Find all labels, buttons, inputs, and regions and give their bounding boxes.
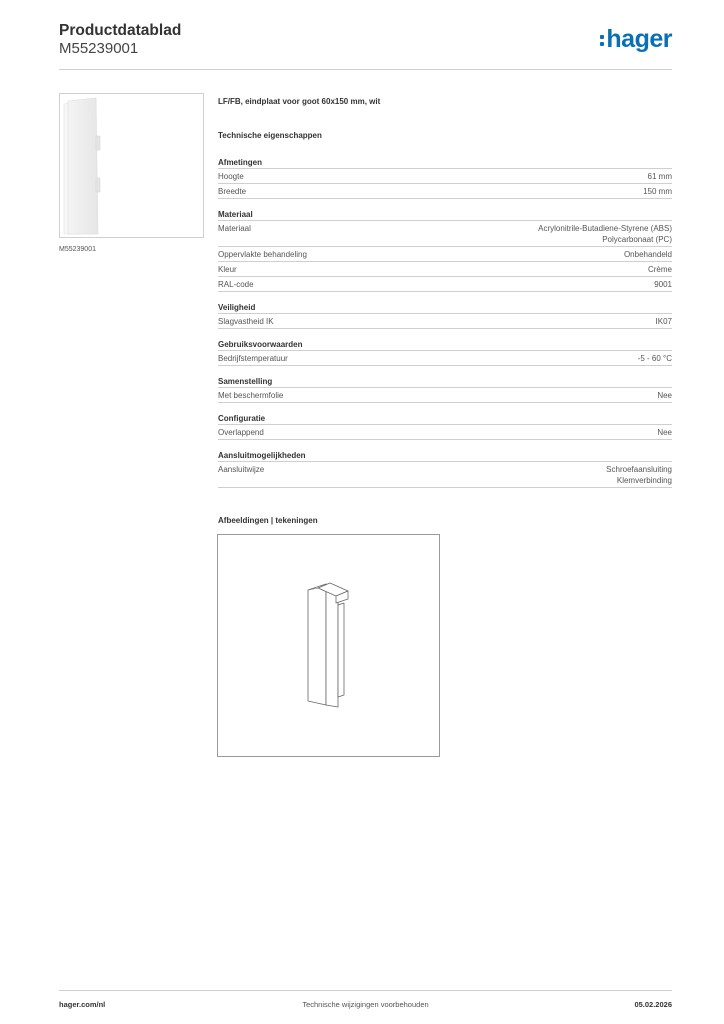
spec-group <box>218 412 672 440</box>
spec-row <box>218 221 672 247</box>
spec-label: Overlappend <box>218 427 264 437</box>
footer-website-link[interactable]: hager.com/nl <box>59 1000 106 1009</box>
spec-group-title: Gebruiksvoorwaarden <box>218 338 672 351</box>
spec-row <box>218 314 672 329</box>
spec-value-line: IK07 <box>655 316 672 326</box>
end-plate-drawing-icon <box>218 535 439 756</box>
spec-row <box>218 169 672 184</box>
spec-row <box>218 425 672 440</box>
product-number: M55239001 <box>59 40 139 57</box>
spec-value-line: 61 mm <box>647 171 672 181</box>
spec-label: Slagvastheid IK <box>218 316 274 326</box>
spec-row <box>218 247 672 262</box>
spec-group <box>218 338 672 366</box>
spec-label: Materiaal <box>218 223 251 233</box>
spec-value-line: -5 - 60 °C <box>637 353 672 363</box>
spec-row <box>218 388 672 403</box>
footer-date: 05.02.2026 <box>634 1000 672 1009</box>
spec-value <box>654 279 672 290</box>
hager-logo <box>600 24 672 54</box>
logo-text: hager <box>606 24 672 53</box>
spec-label: Kleur <box>218 264 237 274</box>
spec-value-line: Polycarbonaat (PC) <box>602 234 672 244</box>
document-title: Productdatablad <box>59 22 182 39</box>
spec-label: Bedrijfstemperatuur <box>218 353 288 363</box>
thumbnail-label: M55239001 <box>59 246 96 253</box>
spec-label: Met beschermfolie <box>218 390 284 400</box>
spec-row <box>218 262 672 277</box>
spec-value <box>643 186 672 197</box>
spec-group-title: Samenstelling <box>218 375 672 388</box>
spec-label: Aansluitwijze <box>218 464 265 474</box>
spec-value <box>648 264 672 275</box>
spec-value <box>648 171 672 182</box>
spec-value <box>656 316 672 327</box>
spec-group <box>218 449 672 488</box>
spec-value-line: 9001 <box>654 279 672 289</box>
spec-value-line: Schroefaansluiting <box>606 464 672 474</box>
spec-row <box>218 351 672 366</box>
spec-label: Hoogte <box>218 171 244 181</box>
spec-value-line: Crème <box>647 264 672 274</box>
spec-value <box>657 390 672 401</box>
spec-label: Breedte <box>218 186 247 196</box>
spec-value-line: Onbehandeld <box>623 249 672 259</box>
specs-table <box>218 156 672 497</box>
product-description: LF/FB, eindplaat voor goot 60x150 mm, wit <box>218 97 381 106</box>
specs-heading: Technische eigenschappen <box>218 131 322 140</box>
spec-row <box>218 184 672 199</box>
spec-row <box>218 462 672 488</box>
spec-group <box>218 301 672 329</box>
spec-group <box>218 208 672 292</box>
images-heading: Afbeeldingen | tekeningen <box>218 516 318 525</box>
spec-row <box>218 277 672 292</box>
spec-group <box>218 375 672 403</box>
spec-value <box>538 223 672 245</box>
spec-group-title: Configuratie <box>218 412 672 425</box>
footer-disclaimer: Technische wijzigingen voorbehouden <box>302 1000 429 1009</box>
product-thumbnail <box>59 93 204 238</box>
spec-value <box>657 427 672 438</box>
spec-value <box>624 249 672 260</box>
spec-group-title: Aansluitmogelijkheden <box>218 449 672 462</box>
spec-label: Oppervlakte behandeling <box>218 249 307 259</box>
spec-group-title: Afmetingen <box>218 156 672 169</box>
spec-value-line: 150 mm <box>643 186 672 196</box>
spec-label: RAL-code <box>218 279 254 289</box>
spec-value <box>638 353 672 364</box>
technical-drawing <box>217 534 440 757</box>
spec-value-line: Klemverbinding <box>616 475 672 485</box>
spec-group-title: Materiaal <box>218 208 672 221</box>
logo-dots-icon <box>600 35 604 46</box>
spec-value <box>606 464 672 486</box>
spec-value-line: Nee <box>657 427 672 437</box>
page-footer <box>59 990 672 1014</box>
spec-value-line: Acrylonitrile-Butadiene-Styrene (ABS) <box>538 223 672 233</box>
end-plate-photo-icon <box>60 94 203 237</box>
spec-value-line: Nee <box>657 390 672 400</box>
spec-group <box>218 156 672 199</box>
page-header <box>59 20 672 70</box>
spec-group-title: Veiligheid <box>218 301 672 314</box>
